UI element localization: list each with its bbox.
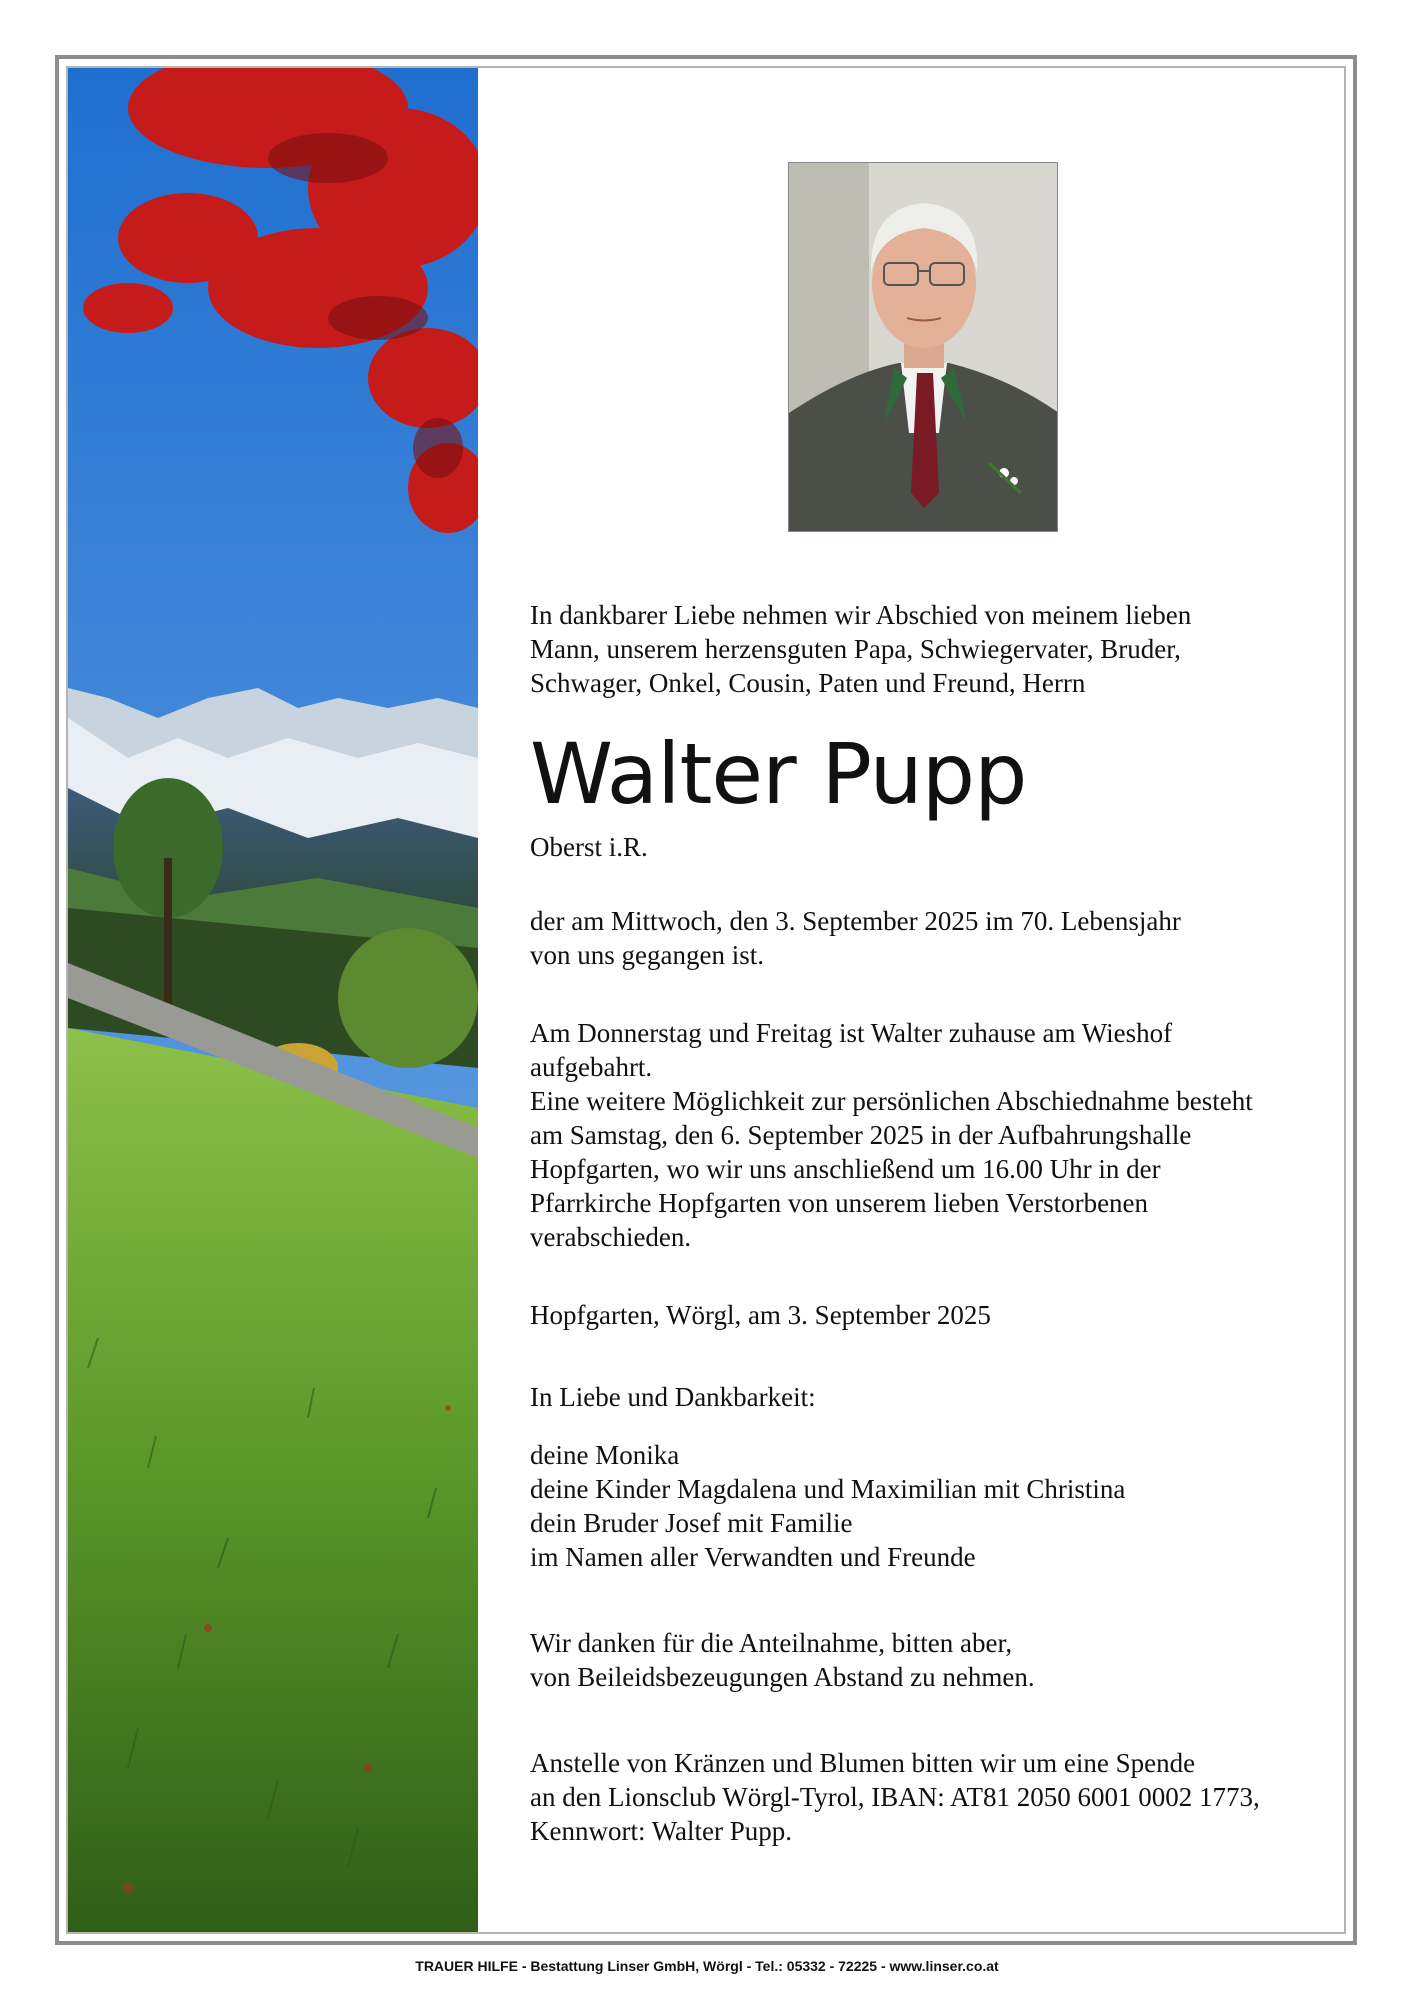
- family-line: deine Kinder Magdalena und Maximilian mit Christina: [530, 1474, 1126, 1504]
- intro-line: In dankbarer Liebe nehmen wir Abschied von meinem lieben: [530, 600, 1192, 630]
- viewing-line: am Samstag, den 6. September 2025 in der Aufbahrungshalle: [530, 1120, 1192, 1150]
- viewing-line: verabschieden.: [530, 1222, 692, 1252]
- donation-line: Kennwort: Walter Pupp.: [530, 1816, 793, 1846]
- donation-paragraph: [530, 1746, 1330, 1848]
- deceased-name: Walter Pupp: [530, 725, 1027, 823]
- family-line: im Namen aller Verwandten und Freunde: [530, 1542, 976, 1572]
- viewing-line: Hopfgarten, wo wir uns anschließend um 16.00 Uhr in der: [530, 1154, 1161, 1184]
- viewing-paragraph: [530, 1016, 1330, 1254]
- intro-line: Schwager, Onkel, Cousin, Paten und Freund, Herrn: [530, 668, 1086, 698]
- intro-paragraph: [530, 598, 1330, 700]
- donation-line: Anstelle von Kränzen und Blumen bitten wir um eine Spende: [530, 1748, 1196, 1778]
- viewing-line: Pfarrkirche Hopfgarten von unserem lieben Verstorbenen: [530, 1188, 1149, 1218]
- thanks-line: von Beileidsbezeugungen Abstand zu nehmen.: [530, 1662, 1035, 1692]
- thanks-line: Wir danken für die Anteilnahme, bitten aber,: [530, 1628, 1013, 1658]
- death-line: der am Mittwoch, den 3. September 2025 im 70. Lebensjahr: [530, 906, 1181, 936]
- viewing-line: Eine weitere Möglichkeit zur persönlichen Abschiednahme besteht: [530, 1086, 1253, 1116]
- portrait-photo: [788, 162, 1058, 532]
- family-line: dein Bruder Josef mit Familie: [530, 1508, 853, 1538]
- family-list: [530, 1438, 1330, 1574]
- family-line: deine Monika: [530, 1440, 680, 1470]
- footer-imprint: TRAUER HILFE - Bestattung Linser GmbH, Wörgl - Tel.: 05332 - 72225 - www.linser.co.at: [415, 1958, 999, 1974]
- viewing-line: aufgebahrt.: [530, 1052, 653, 1082]
- notice-text: [530, 598, 1330, 1848]
- thanks-paragraph: [530, 1626, 1330, 1694]
- death-line: von uns gegangen ist.: [530, 940, 764, 970]
- landscape-photo: [68, 68, 478, 1932]
- death-paragraph: [530, 904, 1330, 972]
- viewing-line: Am Donnerstag und Freitag ist Walter zuhause am Wieshof: [530, 1018, 1173, 1048]
- deceased-rank: Oberst i.R.: [530, 832, 648, 862]
- donation-line: an den Lionsclub Wörgl-Tyrol, IBAN: AT81 2050 6001 0002 1773,: [530, 1782, 1260, 1812]
- closing-label: In Liebe und Dankbarkeit:: [530, 1382, 816, 1412]
- place-date: Hopfgarten, Wörgl, am 3. September 2025: [530, 1300, 991, 1330]
- intro-line: Mann, unserem herzensguten Papa, Schwiegervater, Bruder,: [530, 634, 1181, 664]
